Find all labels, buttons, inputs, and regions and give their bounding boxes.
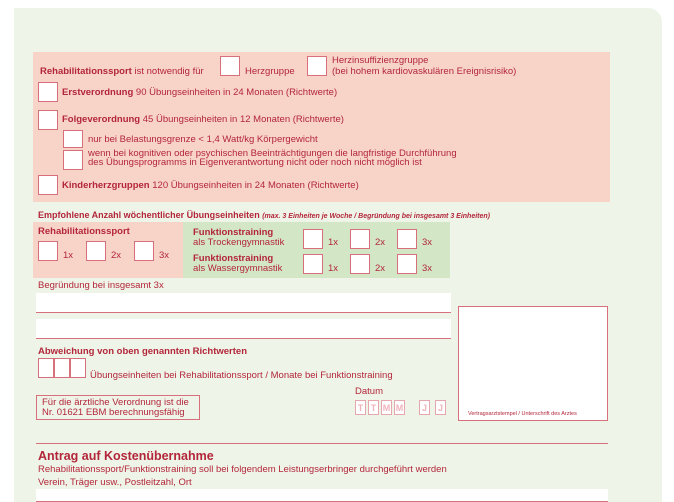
rehab-3x-checkbox[interactable] [134, 241, 154, 261]
abweichung-heading: Abweichung von oben genannten Richtwerten [38, 346, 248, 357]
erstverordnung-checkbox[interactable] [38, 82, 58, 102]
abweichung-digit-2[interactable] [54, 358, 70, 378]
belastungsgrenze-label: nur bei Belastungsgrenze < 1,4 Watt/kg Körpergewicht [88, 134, 318, 145]
rehab-1x-label: 1x [63, 250, 74, 261]
datum-cell-j2[interactable]: J [435, 400, 446, 415]
begruendung-label: Begründung bei insgesamt 3x [38, 280, 164, 291]
folgeverordnung-checkbox[interactable] [38, 110, 58, 130]
funktion-wasser-label: Funktionstraining [193, 253, 274, 264]
trocken-2x-label: 2x [375, 237, 386, 248]
herzgruppe-checkbox[interactable] [220, 56, 240, 76]
rehab-3x-label: 3x [159, 250, 170, 261]
herzgruppe-label: Herzgruppe [245, 66, 295, 77]
trocken-1x-label: 1x [328, 237, 339, 248]
rehab-2x-label: 2x [111, 250, 122, 261]
rehab-intro: Rehabilitationssport ist notwendig für [40, 66, 204, 77]
funktion-wasser-sub: als Wassergymnastik [193, 263, 283, 274]
herzinsuffizienz-label: Herzinsuffizienzgruppe [332, 55, 429, 66]
kognitiv-checkbox[interactable] [63, 150, 83, 170]
antrag-line-1: Rehabilitationssport/Funktionstraining soll bei folgendem Leistungserbringer durchgeführt werden [38, 464, 447, 475]
rehab-weekly-label: Rehabilitationssport [38, 226, 130, 237]
trocken-1x-checkbox[interactable] [303, 229, 323, 249]
kognitiv-label-1: wenn bei kognitiven oder psychischen Beeinträchtigungen die langfristige Durchführung [88, 148, 457, 159]
ebm-note-line-1: Für die ärztliche Verordnung ist die [42, 397, 189, 408]
datum-cell-m2[interactable]: M [394, 400, 405, 415]
herzinsuffizienz-checkbox[interactable] [307, 56, 327, 76]
wasser-2x-checkbox[interactable] [350, 254, 370, 274]
datum-label: Datum [355, 386, 383, 397]
datum-cell-m1[interactable]: M [381, 400, 392, 415]
funktion-trocken-sub: als Trockengymnastik [193, 237, 285, 248]
trocken-3x-checkbox[interactable] [397, 229, 417, 249]
erstverordnung-label: Erstverordnung 90 Übungseinheiten in 24 Monaten (Richtwerte) [62, 87, 338, 98]
leistungserbringer-field[interactable] [36, 489, 608, 502]
kognitiv-label-2: des Übungsprogramms in Eigenverantwortung nicht oder noch nicht möglich ist [88, 157, 422, 168]
wasser-3x-checkbox[interactable] [397, 254, 417, 274]
rehab-2x-checkbox[interactable] [86, 241, 106, 261]
kinderherzgruppen-label: Kinderherzgruppen 120 Übungseinheiten in 24 Monaten (Richtwerte) [62, 180, 359, 191]
abweichung-digit-3[interactable] [70, 358, 86, 378]
ebm-note-line-2: Nr. 01621 EBM berechnungsfähig [42, 407, 185, 418]
arztstempel-box[interactable] [458, 306, 608, 421]
weekly-heading: Empfohlene Anzahl wöchentlicher Übungseinheiten (max. 3 Einheiten je Woche / Begründung bei insgesamt 3 Einheiten) [38, 210, 491, 220]
trocken-3x-label: 3x [422, 237, 433, 248]
wasser-1x-checkbox[interactable] [303, 254, 323, 274]
abweichung-text: Übungseinheiten bei Rehabilitationssport / Monate bei Funktionstraining [90, 370, 393, 381]
antrag-divider [36, 443, 608, 444]
datum-cell-j1[interactable]: J [419, 400, 430, 415]
belastungsgrenze-checkbox[interactable] [63, 130, 83, 148]
abweichung-digit-1[interactable] [38, 358, 54, 378]
wasser-1x-label: 1x [328, 263, 339, 274]
begruendung-field-1[interactable] [36, 293, 451, 313]
datum-cell-t2[interactable]: T [368, 400, 379, 415]
funktion-trocken-label: Funktionstraining [193, 227, 274, 238]
rehab-1x-checkbox[interactable] [38, 241, 58, 261]
antrag-title: Antrag auf Kostenübernahme [38, 449, 214, 463]
folgeverordnung-label: Folgeverordnung 45 Übungseinheiten in 12 Monaten (Richtwerte) [62, 114, 344, 125]
herzinsuffizienz-note: (bei hohem kardiovaskulären Ereignisrisiko) [332, 66, 517, 77]
kinderherzgruppen-checkbox[interactable] [38, 175, 58, 195]
antrag-line-2: Verein, Träger usw., Postleitzahl, Ort [38, 477, 192, 488]
stamp-label: Vertragsarztstempel / Unterschrift des Arztes [468, 411, 577, 417]
wasser-2x-label: 2x [375, 263, 386, 274]
datum-cell-t1[interactable]: T [355, 400, 366, 415]
begruendung-field-2[interactable] [36, 319, 451, 339]
trocken-2x-checkbox[interactable] [350, 229, 370, 249]
wasser-3x-label: 3x [422, 263, 433, 274]
